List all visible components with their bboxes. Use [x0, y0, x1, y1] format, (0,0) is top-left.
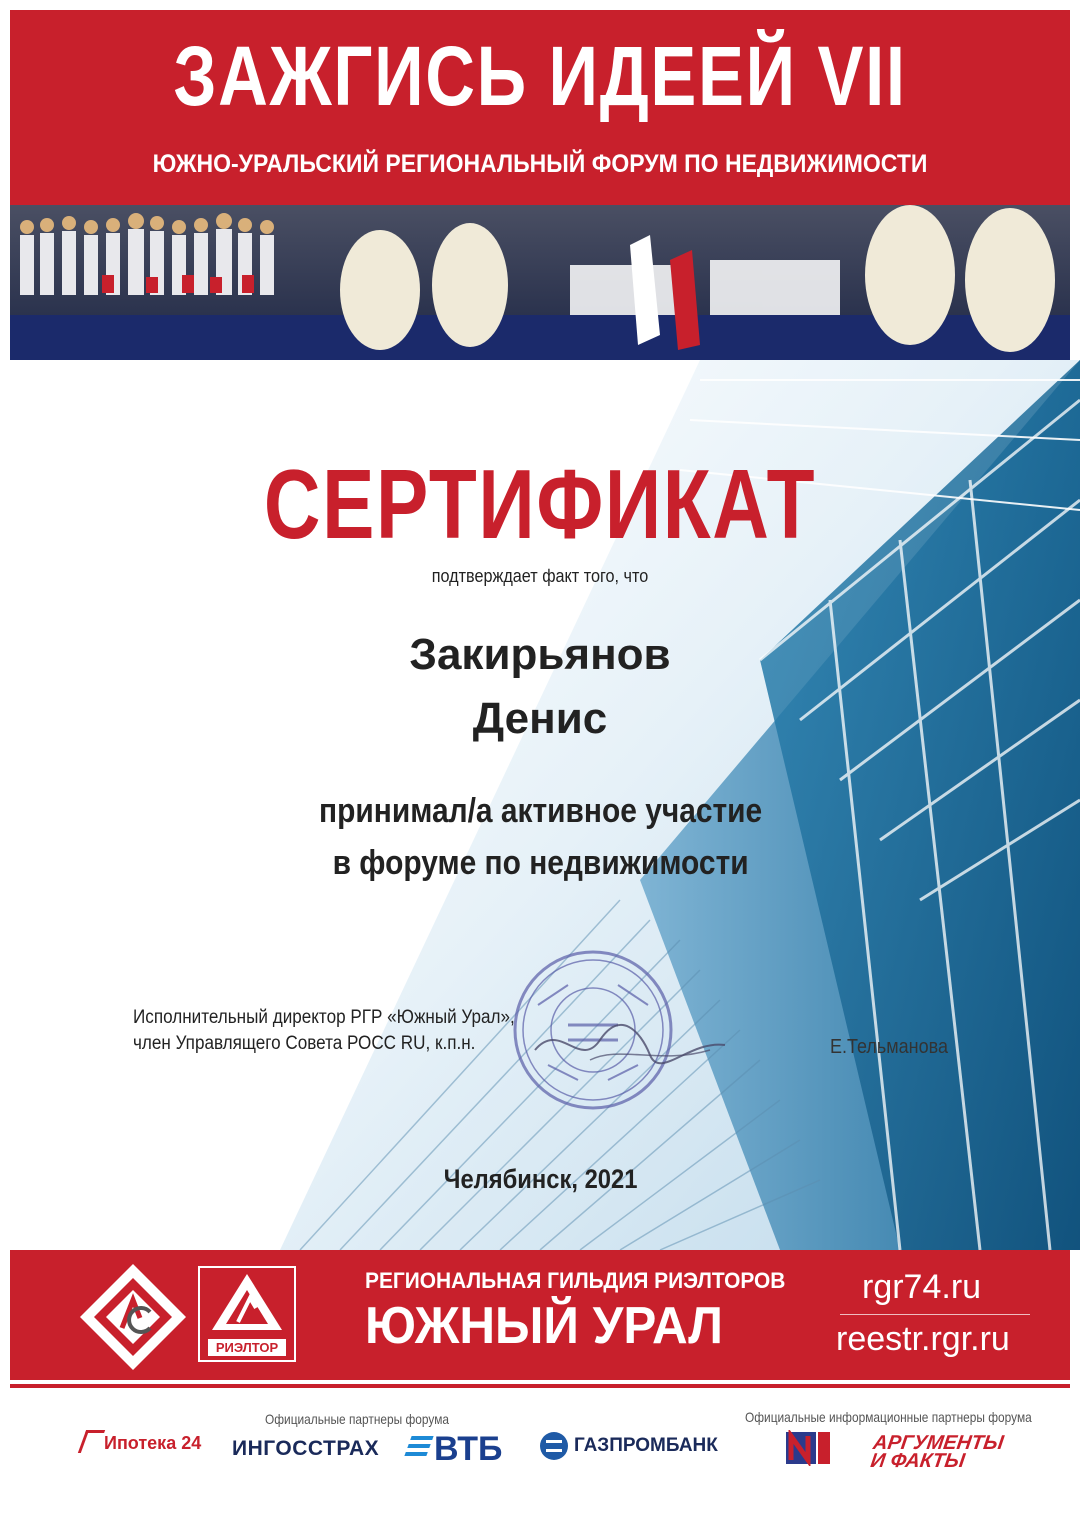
confirms-text: подтверждает факт того, что: [431, 566, 649, 586]
rieltor-mark-icon: [210, 1272, 284, 1334]
guild-name-line-2: ЮЖНЫЙ УРАЛ: [365, 1297, 723, 1355]
n1-logo-icon: [786, 1430, 832, 1466]
partner-logo-ipoteka24: [82, 1430, 201, 1454]
aif-line-2: И ФАКТЫ: [869, 1450, 967, 1472]
partner-logo-ingosstrakh: ИНГОССТРАХ: [232, 1437, 380, 1460]
aif-logo: [869, 1434, 1004, 1470]
signer-name: Е.Тельманова: [830, 1036, 948, 1058]
recipient-first-name: Денис: [472, 694, 608, 743]
partner-name-ipoteka24: Ипотека 24: [104, 1433, 202, 1453]
signer-position-line-1: Исполнительный директор РГР «Южный Урал»,: [133, 1007, 515, 1028]
partner-logo-vtb: [408, 1430, 502, 1469]
forum-subtitle: ЮЖНО-УРАЛЬСКИЙ РЕГИОНАЛЬНЫЙ ФОРУМ ПО НЕДВИЖИМОСТИ: [152, 150, 928, 178]
website-link-1[interactable]: rgr74.ru: [862, 1268, 982, 1306]
info-partners-label: Официальные информационные партнеры форума: [745, 1409, 1032, 1425]
signer-position: [133, 1005, 515, 1057]
event-photo: [10, 205, 1070, 360]
gazprombank-globe-icon: [540, 1432, 568, 1460]
footer-banner: [10, 1250, 1070, 1380]
partner-logo-gazprombank: [540, 1432, 718, 1460]
signer-position-line-2: член Управлящего Совета РОСС RU, к.п.н.: [133, 1033, 476, 1054]
participation-line-2: в форуме по недвижимости: [332, 844, 749, 882]
certificate-title: СЕРТИФИКАТ: [263, 449, 817, 559]
participation-line-1: принимал/а активное участие: [319, 792, 763, 830]
aif-line-1: АРГУМЕНТЫ: [871, 1432, 1006, 1454]
header-banner: [10, 10, 1070, 205]
website-link-2[interactable]: reestr.rgr.ru: [836, 1320, 1010, 1358]
footer-divider: [10, 1384, 1070, 1388]
rieltor-label: РИЭЛТОР: [208, 1339, 286, 1356]
partner-name-gazprombank: ГАЗПРОМБАНК: [574, 1435, 718, 1457]
site-divider: [840, 1314, 1030, 1315]
recipient-surname: Закирьянов: [409, 630, 671, 679]
partner-name-vtb: ВТБ: [434, 1430, 503, 1468]
city-year: Челябинск, 2021: [443, 1164, 638, 1194]
ac-logo-icon: [78, 1262, 188, 1372]
vtb-stripes-icon: [404, 1436, 433, 1456]
rieltor-logo: [198, 1266, 296, 1362]
partners-label: Официальные партнеры форума: [265, 1411, 450, 1427]
handwritten-signature: [530, 1010, 730, 1080]
house-icon: [78, 1430, 105, 1453]
forum-title: ЗАЖГИСЬ ИДЕЕЙ VII: [173, 29, 907, 123]
guild-name-line-1: РЕГИОНАЛЬНАЯ ГИЛЬДИЯ РИЭЛТОРОВ: [365, 1268, 786, 1293]
